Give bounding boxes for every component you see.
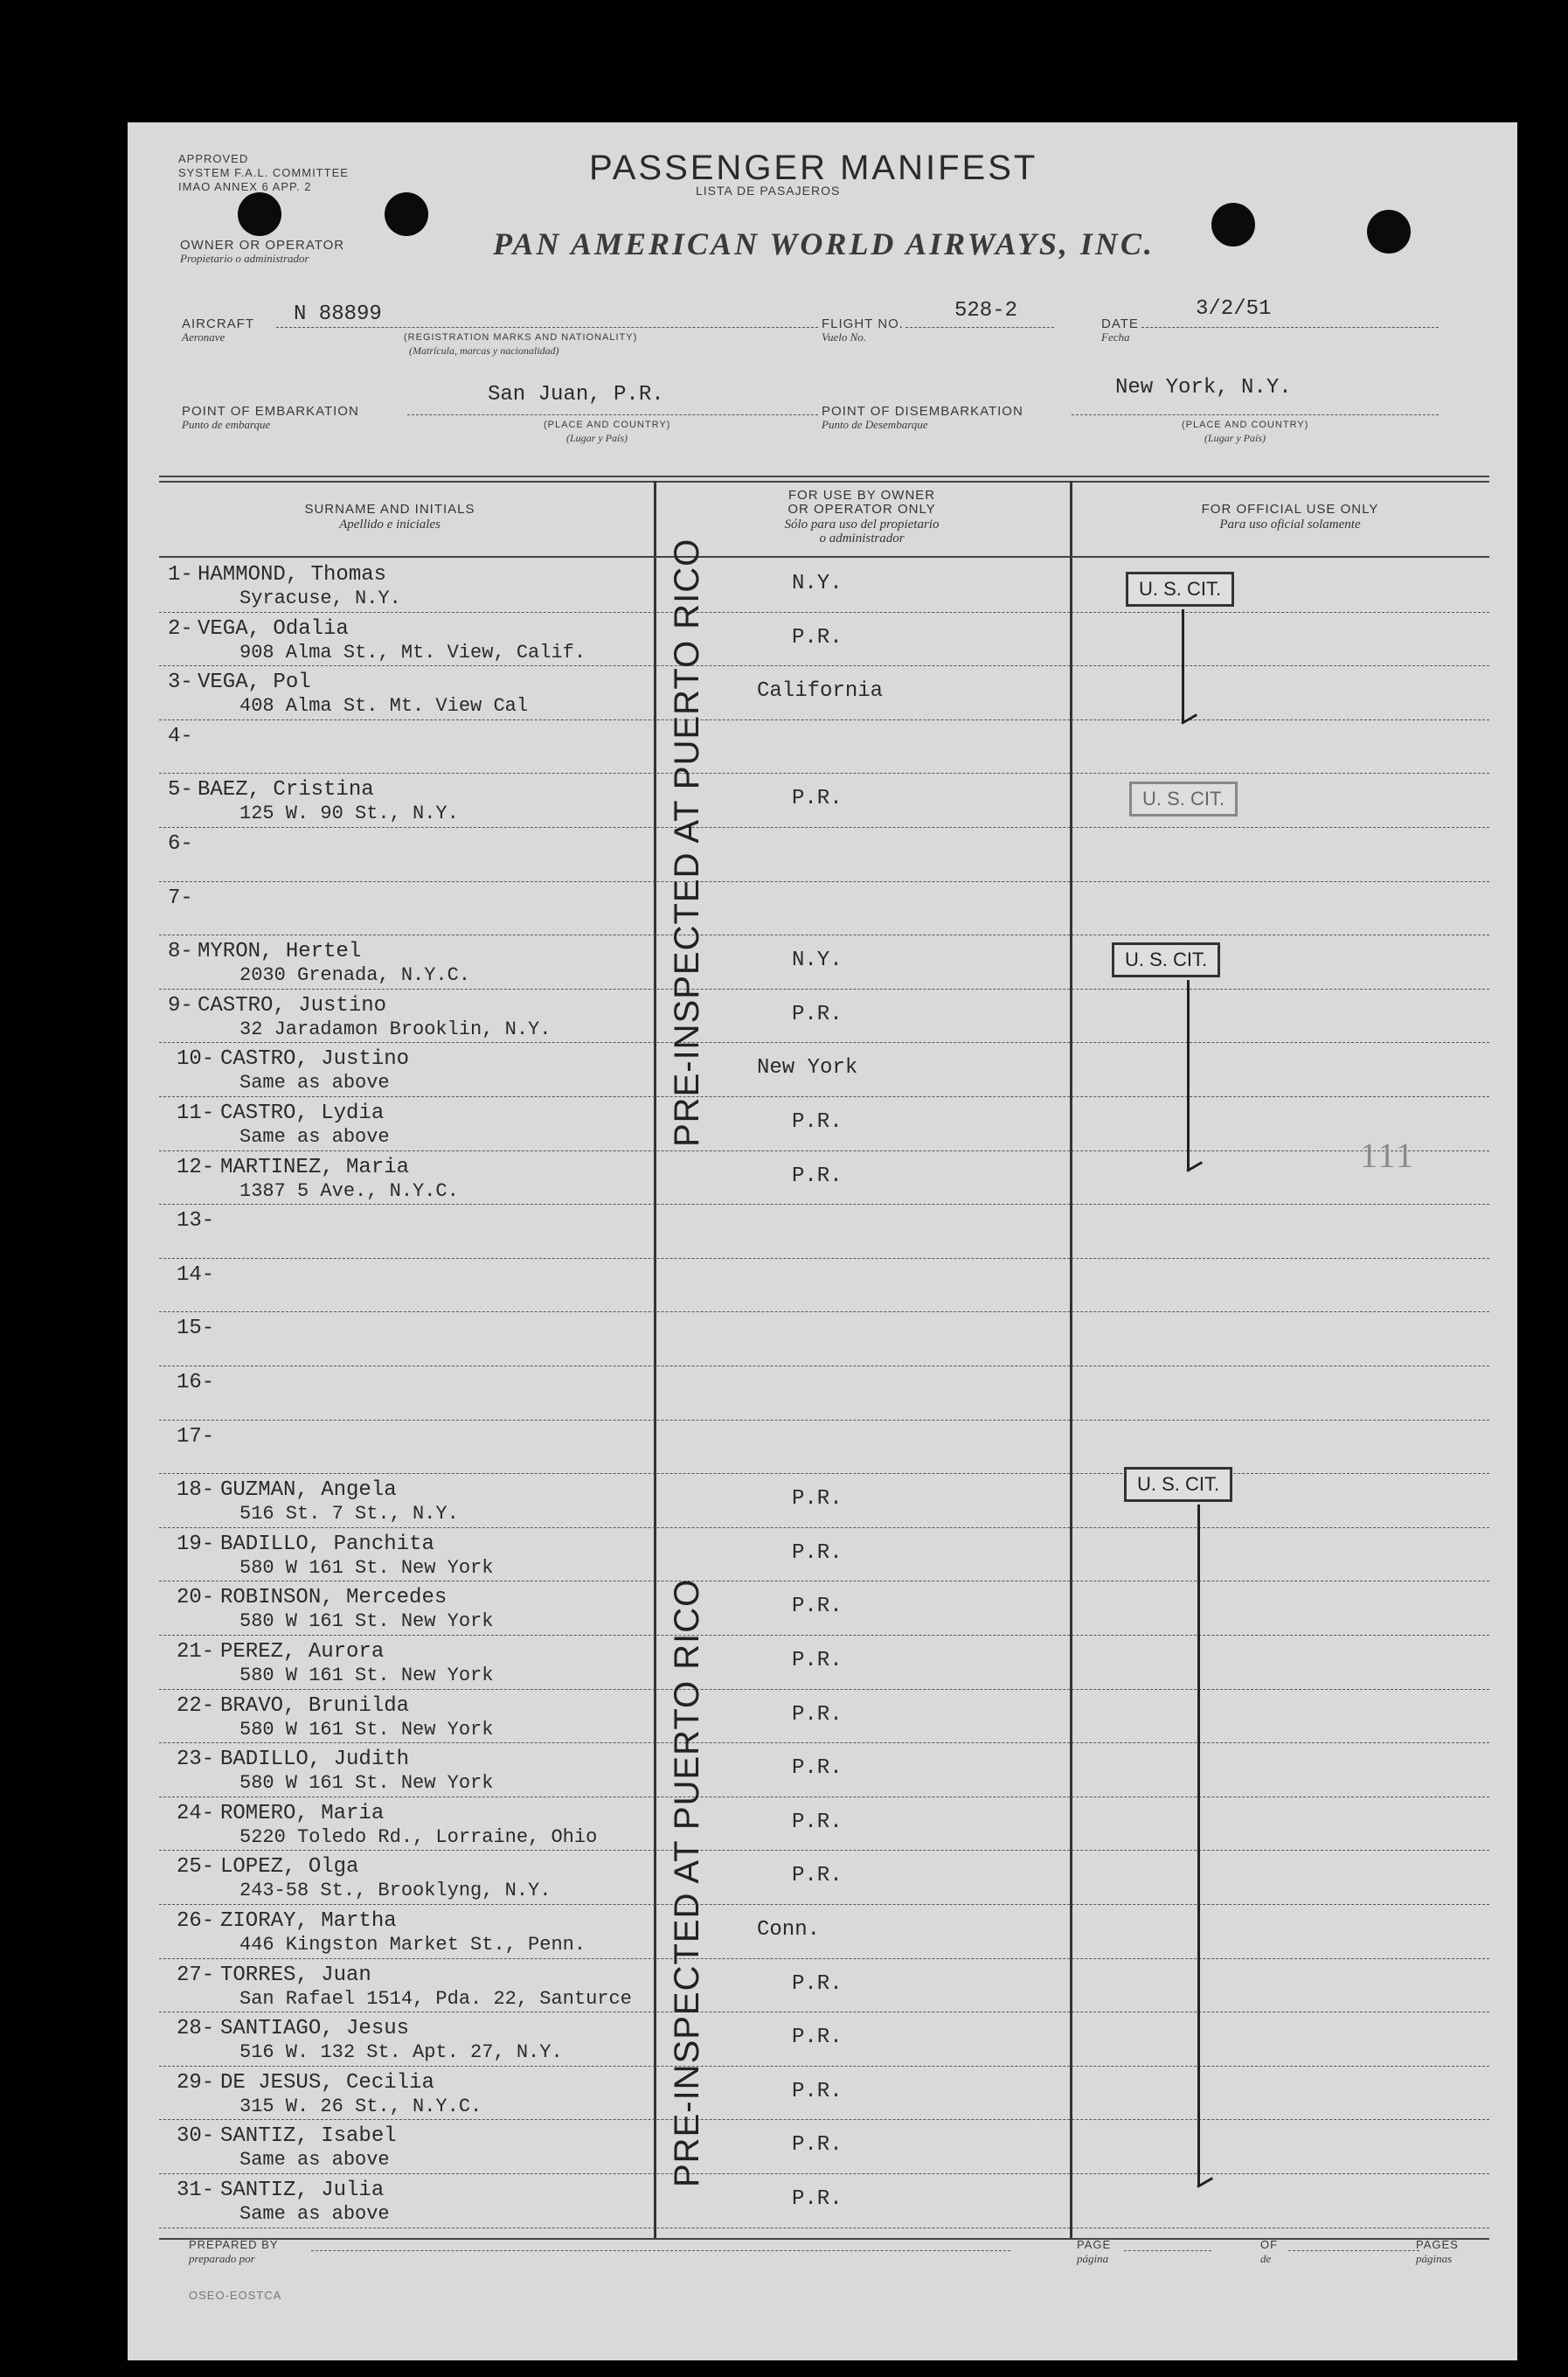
- page-label: PAGE: [1077, 2238, 1112, 2251]
- passenger-name: MYRON, Hertel: [198, 940, 362, 964]
- passenger-address: 2030 Grenada, N.Y.C.: [239, 964, 471, 987]
- passenger-number: 21-: [177, 1640, 215, 1664]
- passenger-number: 30-: [177, 2124, 215, 2149]
- passenger-row: [128, 1313, 1517, 1367]
- passenger-name: SANTIAGO, Jesus: [220, 2017, 410, 2041]
- passenger-name: GUZMAN, Angela: [220, 1478, 397, 1503]
- passenger-name: HAMMOND, Thomas: [198, 563, 387, 587]
- passenger-name: ROBINSON, Mercedes: [220, 1586, 448, 1610]
- passenger-row: [128, 2013, 1517, 2068]
- passenger-name: VEGA, Pol: [198, 671, 311, 695]
- passenger-row: [128, 1852, 1517, 1906]
- of-label: OF: [1260, 2238, 1279, 2251]
- passenger-destination: P.R.: [792, 1487, 843, 1512]
- passenger-name: BADILLO, Panchita: [220, 1532, 434, 1556]
- passenger-destination: P.R.: [792, 1002, 843, 1026]
- passenger-destination: P.R.: [792, 1110, 843, 1134]
- passenger-destination: P.R.: [792, 2187, 843, 2211]
- passenger-address: 1387 5 Ave., N.Y.C.: [239, 1179, 459, 1202]
- passenger-destination: P.R.: [792, 1864, 843, 1888]
- passenger-row: [128, 936, 1517, 990]
- col-official-header: FOR OFFICIAL USE ONLY: [1201, 502, 1379, 517]
- passenger-row: [128, 559, 1517, 614]
- passenger-address: Same as above: [239, 2203, 390, 2225]
- passenger-number: 10-: [177, 1047, 215, 1072]
- passenger-address: 5220 Toledo Rd., Lorraine, Ohio: [239, 1825, 598, 1848]
- passenger-row: [128, 829, 1517, 883]
- passenger-destination: California: [757, 679, 884, 704]
- registration-note-es: (Matrícula, marcas y nacionalidad): [409, 344, 559, 357]
- of-label-es: de: [1260, 2252, 1272, 2265]
- col-owner-header-es-1: Sólo para uso del propietario: [784, 518, 940, 532]
- passenger-number: 23-: [177, 1748, 215, 1772]
- approval-line-2: SYSTEM F.A.L. COMMITTEE: [178, 166, 349, 179]
- passenger-number: 18-: [177, 1478, 215, 1503]
- passenger-name: SANTIZ, Isabel: [220, 2124, 397, 2149]
- date-label: DATE: [1101, 316, 1139, 331]
- passenger-number: 4-: [168, 724, 193, 748]
- embarkation-place-note-es: (Lugar y País): [566, 432, 628, 444]
- passenger-address: 580 W 161 St. New York: [239, 1718, 494, 1741]
- passenger-address: 408 Alma St. Mt. View Cal: [239, 695, 529, 718]
- passenger-destination: N.Y.: [792, 949, 843, 973]
- passenger-row: [128, 1637, 1517, 1691]
- flight-value: 528-2: [954, 299, 1018, 323]
- approval-line-1: APPROVED: [178, 152, 249, 165]
- col-surname-header: SURNAME AND INITIALS: [304, 502, 475, 517]
- passenger-address: Same as above: [239, 2149, 390, 2172]
- prepared-by-label: PREPARED BY: [189, 2238, 279, 2251]
- passenger-number: 3-: [168, 671, 193, 695]
- disembarkation-value: New York, N.Y.: [1115, 376, 1292, 400]
- passenger-row: [128, 1421, 1517, 1476]
- passenger-row: [128, 1582, 1517, 1637]
- passenger-row: [128, 2175, 1517, 2229]
- aircraft-label: AIRCRAFT: [182, 316, 254, 331]
- disembarkation-place-note-es: (Lugar y País): [1204, 432, 1266, 444]
- passenger-name: PEREZ, Aurora: [220, 1640, 385, 1664]
- punch-hole: [385, 192, 428, 236]
- passenger-number: 26-: [177, 1909, 215, 1933]
- pre-inspected-stamp: PRE-INSPECTED AT PUERTO RICO: [668, 1578, 706, 2187]
- passenger-number: 6-: [168, 832, 193, 856]
- embarkation-label: POINT OF EMBARKATION: [182, 404, 359, 419]
- us-cit-stamp: U. S. CIT.: [1124, 1467, 1232, 1502]
- passenger-address: 243-58 St., Brooklyng, N.Y.: [239, 1880, 552, 1902]
- passenger-number: 13-: [177, 1209, 215, 1234]
- page-label-es: página: [1077, 2252, 1109, 2265]
- passenger-number: 5-: [168, 778, 193, 803]
- passenger-name: CASTRO, Lydia: [220, 1102, 385, 1125]
- passenger-address: 315 W. 26 St., N.Y.C.: [239, 2095, 482, 2117]
- passenger-row: [128, 1744, 1517, 1798]
- passenger-address: 516 St. 7 St., N.Y.: [239, 1503, 459, 1526]
- company-name: PAN AMERICAN WORLD AIRWAYS, INC.: [493, 226, 1155, 261]
- col-owner-header-1: FOR USE BY OWNER: [787, 488, 936, 503]
- passenger-destination: P.R.: [792, 625, 843, 650]
- passenger-destination: Conn.: [757, 1918, 821, 1942]
- official-bracket: [1197, 1505, 1200, 2186]
- passenger-number: 7-: [168, 886, 193, 910]
- passenger-destination: P.R.: [792, 2026, 843, 2050]
- passenger-row: [128, 775, 1517, 829]
- passenger-destination: P.R.: [792, 1164, 843, 1188]
- embarkation-label-es: Punto de embarque: [182, 418, 271, 431]
- passenger-name: ZIORAY, Martha: [220, 1909, 397, 1933]
- passenger-destination: P.R.: [792, 1810, 843, 1834]
- passenger-address: 908 Alma St., Mt. View, Calif.: [239, 641, 586, 664]
- passenger-name: CASTRO, Justino: [198, 993, 387, 1018]
- approval-line-3: IMAO ANNEX 6 APP. 2: [178, 180, 312, 193]
- passenger-address: 125 W. 90 St., N.Y.: [239, 803, 459, 825]
- passenger-row: [128, 1260, 1517, 1314]
- passenger-address: 446 Kingston Market St., Penn.: [239, 1934, 586, 1956]
- form-title-es: LISTA DE PASAJEROS: [696, 184, 841, 198]
- form-code: OSEO-EOSTCA: [189, 2289, 282, 2302]
- passenger-row: [128, 1475, 1517, 1529]
- passenger-name: TORRES, Juan: [220, 1963, 371, 1987]
- pages-label-es: páginas: [1416, 2252, 1453, 2265]
- col-surname-header-es: Apellido e iniciales: [339, 518, 441, 532]
- passenger-row: [128, 1691, 1517, 1745]
- embarkation-value: San Juan, P.R.: [488, 383, 664, 407]
- passenger-destination: P.R.: [792, 1595, 843, 1619]
- passenger-destination: P.R.: [792, 1540, 843, 1565]
- passenger-row: [128, 614, 1517, 668]
- flight-label: FLIGHT NO.: [822, 316, 904, 331]
- punch-hole: [1211, 203, 1255, 247]
- passenger-number: 31-: [177, 2179, 215, 2202]
- passenger-destination: N.Y.: [792, 572, 843, 595]
- flight-label-es: Vuelo No.: [822, 330, 867, 344]
- passenger-number: 16-: [177, 1371, 215, 1394]
- passenger-destination: P.R.: [792, 1702, 843, 1727]
- punch-hole: [1367, 210, 1411, 254]
- official-bracket: [1182, 609, 1184, 723]
- passenger-name: ROMERO, Maria: [220, 1801, 385, 1825]
- pages-label: PAGES: [1416, 2238, 1459, 2251]
- passenger-name: SANTIZ, Julia: [220, 2179, 385, 2202]
- passenger-name: BADILLO, Judith: [220, 1748, 410, 1772]
- passenger-row: [128, 1960, 1517, 2014]
- us-cit-stamp: U. S. CIT.: [1112, 942, 1220, 977]
- passenger-number: 29-: [177, 2070, 215, 2095]
- passenger-name: LOPEZ, Olga: [220, 1855, 359, 1880]
- passenger-row: [128, 2121, 1517, 2175]
- us-cit-stamp: U. S. CIT.: [1129, 782, 1238, 817]
- margin-mark: 111: [1360, 1136, 1416, 1175]
- manifest-sheet: [128, 122, 1517, 2360]
- passenger-name: MARTINEZ, Maria: [220, 1155, 410, 1179]
- passenger-name: CASTRO, Justino: [220, 1047, 410, 1072]
- passenger-address: Same as above: [239, 1126, 390, 1148]
- passenger-address: Syracuse, N.Y.: [239, 587, 401, 609]
- passenger-row: [128, 1798, 1517, 1852]
- passenger-row: [128, 1098, 1517, 1152]
- passenger-address: 32 Jaradamon Brooklin, N.Y.: [239, 1018, 552, 1040]
- form-title: PASSENGER MANIFEST: [589, 149, 1038, 187]
- punch-hole: [238, 192, 281, 236]
- passenger-number: 27-: [177, 1963, 215, 1987]
- passenger-number: 28-: [177, 2017, 215, 2041]
- date-value: 3/2/51: [1196, 297, 1272, 321]
- disembarkation-label-es: Punto de Desembarque: [822, 418, 928, 431]
- passenger-destination: P.R.: [792, 1971, 843, 1996]
- passenger-number: 15-: [177, 1317, 215, 1341]
- passenger-number: 2-: [168, 616, 193, 641]
- passenger-address: 580 W 161 St. New York: [239, 1665, 494, 1686]
- passenger-row: [128, 1367, 1517, 1421]
- col-official-header-es: Para uso oficial solamente: [1219, 518, 1361, 532]
- us-cit-stamp: U. S. CIT.: [1126, 572, 1234, 607]
- passenger-address: 580 W 161 St. New York: [239, 1556, 494, 1579]
- passenger-address: 580 W 161 St. New York: [239, 1772, 494, 1795]
- date-label-es: Fecha: [1101, 330, 1130, 344]
- passenger-destination: P.R.: [792, 2079, 843, 2103]
- passenger-number: 11-: [177, 1102, 215, 1125]
- passenger-number: 14-: [177, 1262, 215, 1287]
- passenger-number: 20-: [177, 1586, 215, 1610]
- passenger-number: 24-: [177, 1801, 215, 1825]
- disembarkation-place-note: (PLACE AND COUNTRY): [1182, 420, 1309, 430]
- passenger-name: BRAVO, Brunilda: [220, 1693, 410, 1718]
- passenger-row: [128, 1152, 1517, 1206]
- passenger-row: [128, 721, 1517, 775]
- passenger-row: [128, 2068, 1517, 2122]
- passenger-row: [128, 883, 1517, 937]
- passenger-address: Same as above: [239, 1072, 390, 1095]
- pre-inspected-stamp: PRE-INSPECTED AT PUERTO RICO: [668, 538, 706, 1147]
- aircraft-label-es: Aeronave: [182, 330, 225, 344]
- passenger-number: 9-: [168, 993, 193, 1018]
- passenger-number: 1-: [168, 563, 193, 587]
- col-owner-header-es-2: o administrador: [819, 532, 905, 546]
- passenger-number: 22-: [177, 1693, 215, 1718]
- passenger-destination: P.R.: [792, 1756, 843, 1781]
- passenger-destination: P.R.: [792, 787, 843, 811]
- passenger-number: 19-: [177, 1532, 215, 1556]
- prepared-by-label-es: preparado por: [189, 2252, 255, 2265]
- passenger-row: [128, 667, 1517, 721]
- col-owner-header-2: OR OPERATOR ONLY: [787, 502, 936, 517]
- passenger-name: DE JESUS, Cecilia: [220, 2070, 434, 2095]
- passenger-address: 580 W 161 St. New York: [239, 1610, 494, 1633]
- passenger-row: [128, 1044, 1517, 1098]
- registration-note: (REGISTRATION MARKS AND NATIONALITY): [404, 332, 638, 343]
- passenger-destination: New York: [757, 1056, 858, 1081]
- embarkation-place-note: (PLACE AND COUNTRY): [544, 420, 671, 430]
- disembarkation-label: POINT OF DISEMBARKATION: [822, 404, 1023, 419]
- passenger-address: San Rafael 1514, Pda. 22, Santurce: [239, 1987, 632, 2010]
- passenger-number: 17-: [177, 1424, 215, 1449]
- passenger-destination: P.R.: [792, 2133, 843, 2158]
- passenger-number: 25-: [177, 1855, 215, 1880]
- owner-label-es: Propietario o administrador: [180, 252, 309, 265]
- passenger-address: 516 W. 132 St. Apt. 27, N.Y.: [239, 2041, 563, 2064]
- passenger-destination: P.R.: [792, 1649, 843, 1672]
- passenger-name: BAEZ, Cristina: [198, 778, 374, 803]
- owner-label: OWNER OR OPERATOR: [180, 238, 345, 253]
- passenger-number: 8-: [168, 940, 193, 964]
- passenger-row: [128, 1206, 1517, 1260]
- aircraft-value: N 88899: [294, 302, 382, 326]
- passenger-number: 12-: [177, 1155, 215, 1179]
- official-bracket: [1187, 980, 1190, 1171]
- passenger-name: VEGA, Odalia: [198, 616, 349, 641]
- passenger-row: [128, 1906, 1517, 1960]
- passenger-row: [128, 990, 1517, 1045]
- passenger-row: [128, 1529, 1517, 1583]
